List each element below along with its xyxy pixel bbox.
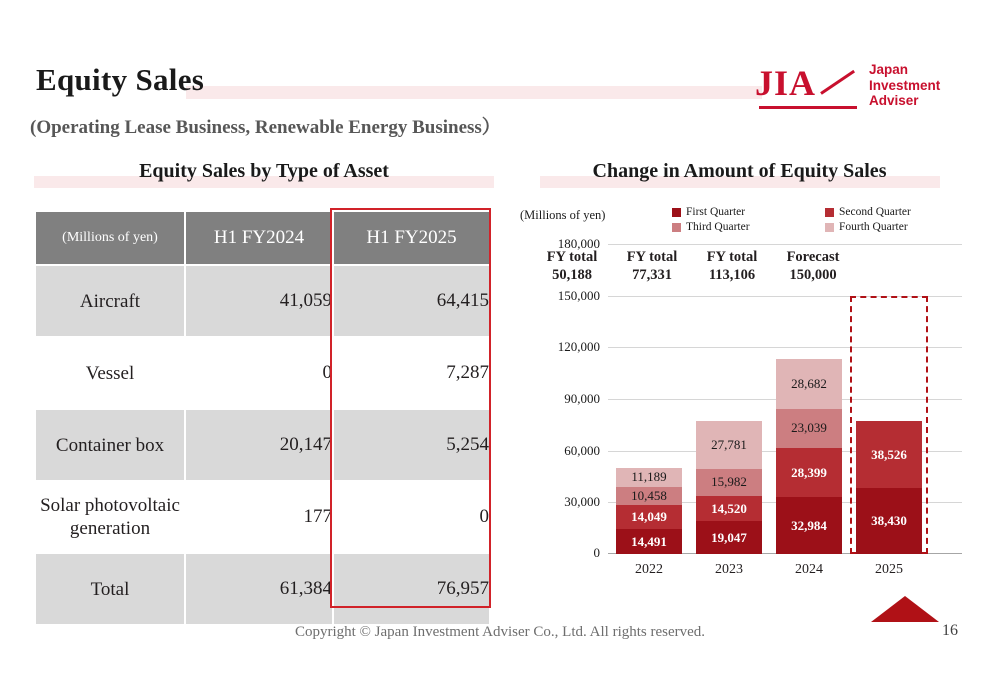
table-row-total xyxy=(35,553,490,625)
ytick-0: 0 xyxy=(593,544,600,560)
ytick-60000: 60,000 xyxy=(564,442,600,458)
left-section-heading: Equity Sales by Type of Asset xyxy=(139,160,389,182)
forecast-label: Forecast xyxy=(786,249,840,265)
solar-fy2024-value: 177 xyxy=(185,481,333,553)
column-header-h1-fy2024: H1 FY2024 xyxy=(185,211,333,265)
logo-wordmark xyxy=(869,62,940,109)
row-label-total: Total xyxy=(35,553,185,625)
legend-label-first-quarter: First Quarter xyxy=(686,206,746,218)
logo-underline xyxy=(759,106,857,109)
legend-item-first-quarter xyxy=(672,206,815,218)
bar-label-2023-q1: 19,047 xyxy=(711,529,747,545)
bar-2023-second-quarter xyxy=(696,496,762,521)
chart-units-label: (Millions of yen) xyxy=(520,208,606,222)
bar-label-2022-q2: 14,049 xyxy=(631,509,667,525)
fy-total-2022-label: FY total xyxy=(546,249,598,265)
ytick-120000: 120,000 xyxy=(557,339,600,355)
legend-label-third-quarter: Third Quarter xyxy=(686,221,750,233)
bar-2024-third-quarter xyxy=(776,409,842,449)
aircraft-fy2025-value: 64,415 xyxy=(333,265,490,337)
ytick-150000: 150,000 xyxy=(557,287,600,303)
container-box-fy2025-value: 5,254 xyxy=(333,409,490,481)
bar-2025-first-quarter xyxy=(856,488,922,554)
bar-label-2022-q1: 14,491 xyxy=(631,533,667,549)
legend-swatch-fourth-quarter xyxy=(825,223,834,232)
row-label-aircraft: Aircraft xyxy=(35,265,185,337)
x-label-2022: 2022 xyxy=(635,562,663,577)
row-label-container-box: Container box xyxy=(35,409,185,481)
legend-label-second-quarter: Second Quarter xyxy=(839,206,911,218)
bar-label-2024-q1: 32,984 xyxy=(791,517,827,533)
x-label-2025: 2025 xyxy=(875,562,903,577)
aircraft-fy2024-value: 41,059 xyxy=(185,265,333,337)
total-fy2025-value: 76,957 xyxy=(333,553,490,625)
column-header-h1-fy2025: H1 FY2025 xyxy=(333,211,490,265)
total-fy2024-value: 61,384 xyxy=(185,553,333,625)
bar-2023-third-quarter xyxy=(696,469,762,497)
bar-label-2023-q3: 15,982 xyxy=(711,474,747,490)
row-label-vessel: Vessel xyxy=(35,337,185,409)
bar-label-2022-q4: 11,189 xyxy=(631,469,667,485)
bar-label-2024-q2: 28,399 xyxy=(791,464,827,480)
fy-total-2022-value: 50,188 xyxy=(552,267,592,283)
logo-line-2: Investment xyxy=(869,77,941,93)
bar-label-2025-q2: 38,526 xyxy=(871,446,907,462)
page-title: Equity Sales xyxy=(36,62,205,97)
bar-2023-first-quarter xyxy=(696,521,762,554)
fy-total-2024-label: FY total xyxy=(706,249,758,265)
logo-mark: JIA xyxy=(755,63,817,103)
equity-sales-chart xyxy=(512,196,982,596)
table-row xyxy=(35,265,490,337)
x-label-2024: 2024 xyxy=(795,562,823,577)
bar-2025-second-quarter xyxy=(856,421,922,487)
logo-slash xyxy=(820,70,855,95)
fy-total-2023-value: 77,331 xyxy=(632,267,672,283)
ytick-90000: 90,000 xyxy=(564,391,600,406)
container-box-fy2024-value: 20,147 xyxy=(185,409,333,481)
bar-2022-third-quarter xyxy=(616,487,682,505)
bar-2022-fourth-quarter xyxy=(616,468,682,487)
bar-label-2023-q2: 14,520 xyxy=(711,500,747,516)
legend-item-third-quarter xyxy=(672,221,815,233)
bar-label-2022-q3: 10,458 xyxy=(631,487,667,503)
ytick-180000: 180,000 xyxy=(557,236,600,251)
legend-swatch-second-quarter xyxy=(825,208,834,217)
row-label-solar: Solar photovoltaic generation xyxy=(35,481,185,553)
title-bar xyxy=(36,62,726,110)
chart-legend xyxy=(672,206,982,236)
table-header-row xyxy=(35,211,490,265)
bar-label-2024-q4: 28,682 xyxy=(791,375,827,391)
equity-sales-by-asset-table xyxy=(34,210,491,626)
company-logo xyxy=(755,62,970,118)
ytick-30000: 30,000 xyxy=(564,494,600,510)
legend-swatch-first-quarter xyxy=(672,208,681,217)
bar-2023-fourth-quarter xyxy=(696,421,762,469)
fy-total-2024-value: 113,106 xyxy=(708,267,756,283)
legend-label-fourth-quarter: Fourth Quarter xyxy=(839,221,908,233)
fy-total-2022 xyxy=(529,248,615,284)
growth-arrow-svg xyxy=(871,596,939,622)
vessel-fy2024-value: 0 xyxy=(185,337,333,409)
legend-swatch-third-quarter xyxy=(672,223,681,232)
logo-line-1: Japan xyxy=(869,62,909,77)
bar-2024-second-quarter xyxy=(776,448,842,497)
table-row xyxy=(35,409,490,481)
bar-2022-second-quarter xyxy=(616,505,682,529)
column-header-units: (Millions of yen) xyxy=(35,211,185,265)
table-row xyxy=(35,337,490,409)
footer-copyright: Copyright © Japan Investment Adviser Co., Ltd. All rights reserved. xyxy=(294,624,706,640)
bar-label-2025-q1: 38,430 xyxy=(871,512,907,528)
legend-item-fourth-quarter xyxy=(825,221,968,233)
bar-2024-fourth-quarter xyxy=(776,359,842,408)
vessel-fy2025-value: 7,287 xyxy=(333,337,490,409)
bar-label-2023-q4: 27,781 xyxy=(711,436,747,452)
solar-fy2025-value: 0 xyxy=(333,481,490,553)
table-row xyxy=(35,481,490,553)
x-label-2023: 2023 xyxy=(715,562,743,577)
page-subtitle: (Operating Lease Business, Renewable Energy Business） xyxy=(30,117,501,138)
fy-total-2023-label: FY total xyxy=(626,249,678,265)
logo-line-3: Adviser xyxy=(869,93,919,108)
bar-2024-first-quarter xyxy=(776,497,842,554)
right-section-heading: Change in Amount of Equity Sales xyxy=(592,160,887,182)
page-number: 16 xyxy=(942,622,958,639)
title-highlight-bar xyxy=(186,86,762,99)
legend-item-second-quarter xyxy=(825,206,968,218)
forecast-value: 150,000 xyxy=(789,267,837,283)
gridline-180000 xyxy=(557,236,962,251)
bar-label-2024-q3: 23,039 xyxy=(791,420,827,436)
bar-2022-first-quarter xyxy=(616,529,682,554)
